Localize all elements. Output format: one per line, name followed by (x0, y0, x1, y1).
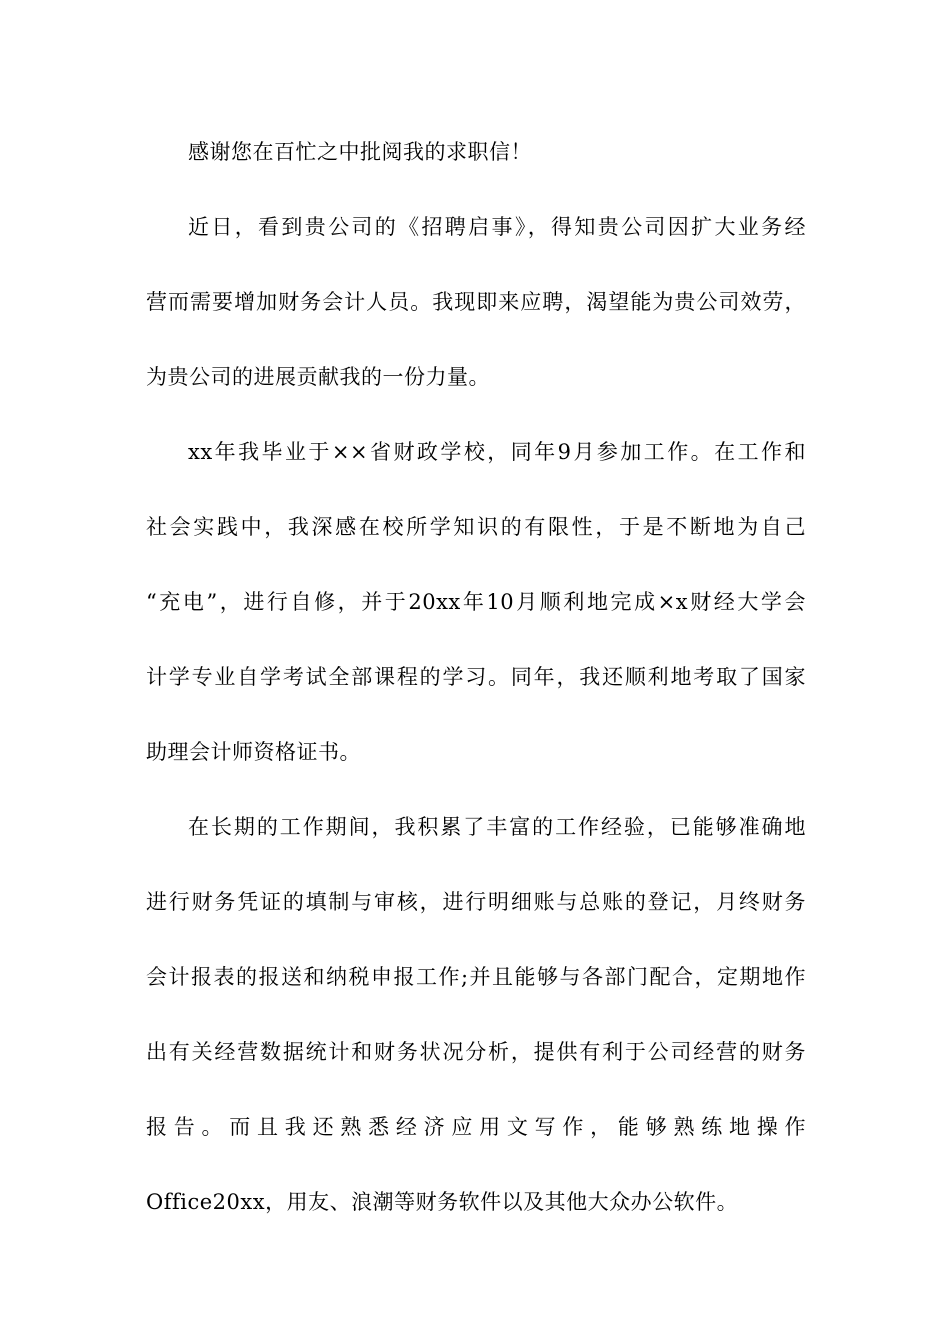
text-line-9: 助理会计师资格证书。 (146, 740, 361, 764)
text-line-13: 出有关经营数据统计和财务状况分析，提供有利于公司经营的财务 (146, 1040, 806, 1064)
text-line-1: 感谢您在百忙之中批阅我的求职信！ (188, 140, 532, 164)
text-line-5: xx年我毕业于××省财政学校，同年9月参加工作。在工作和 (188, 440, 806, 464)
text-line-15: Office20xx，用友、浪潮等财务软件以及其他大众办公软件。 (146, 1190, 739, 1214)
text-line-4: 为贵公司的进展贡献我的一份力量。 (146, 365, 490, 389)
text-line-7: “充电”，进行自修，并于20xx年10月顺利地完成×x财经大学会 (146, 590, 806, 614)
text-line-11: 进行财务凭证的填制与审核，进行明细账与总账的登记，月终财务 (146, 890, 806, 914)
text-line-10: 在长期的工作期间，我积累了丰富的工作经验，已能够准确地 (188, 815, 806, 839)
text-line-8: 计学专业自学考试全部课程的学习。同年，我还顺利地考取了国家 (146, 665, 806, 689)
text-line-14: 报告。而且我还熟悉经济应用文写作，能够熟练地操作 (146, 1115, 806, 1139)
text-line-6: 社会实践中，我深感在校所学知识的有限性，于是不断地为自己 (146, 515, 806, 539)
text-line-3: 营而需要增加财务会计人员。我现即来应聘，渴望能为贵公司效劳， (146, 290, 806, 314)
text-line-12: 会计报表的报送和纳税申报工作;并且能够与各部门配合，定期地作 (146, 965, 806, 989)
text-line-2: 近日，看到贵公司的《招聘启事》，得知贵公司因扩大业务经 (188, 215, 806, 239)
